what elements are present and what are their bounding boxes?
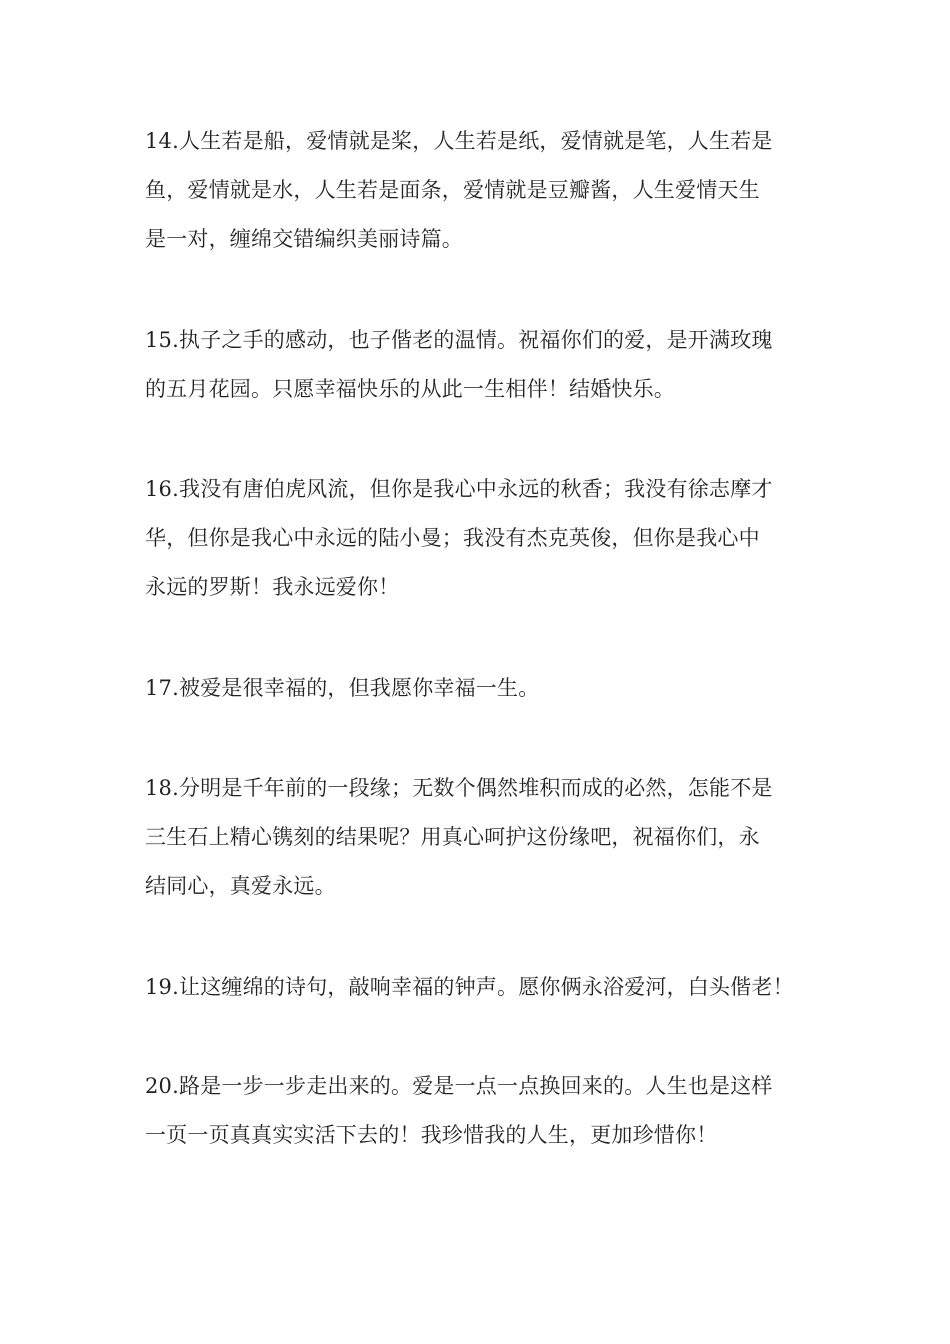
text-line: 永远的罗斯！我永远爱你！ <box>145 575 400 599</box>
text-line: 17.被爱是很幸福的，但我愿你幸福一生。 <box>145 676 540 700</box>
text-line: 一页一页真真实实活下去的！我珍惜我的人生，更加珍惜你！ <box>145 1123 718 1147</box>
text-line: 三生石上精心镌刻的结果呢？用真心呵护这份缘吧，祝福你们，永 <box>145 825 760 849</box>
blessing-entry-15 <box>145 316 817 414</box>
blessing-entry-17 <box>145 664 817 713</box>
text-line: 鱼，爱情就是水，人生若是面条，爱情就是豆瓣酱，人生爱情天生 <box>145 178 760 202</box>
text-line: 华，但你是我心中永远的陆小曼；我没有杰克英俊，但你是我心中 <box>145 526 760 550</box>
text-line: 14.人生若是船，爱情就是桨，人生若是纸，爱情就是笔，人生若是 <box>145 129 773 153</box>
text-line: 20.路是一步一步走出来的。爱是一点一点换回来的。人生也是这样 <box>145 1074 773 1098</box>
text-line: 15.执子之手的感动，也子偕老的温情。祝福你们的爱，是开满玫瑰 <box>145 328 773 352</box>
blessing-entry-14 <box>145 117 817 264</box>
blessing-entry-18 <box>145 764 817 911</box>
blessing-entry-20 <box>145 1062 817 1160</box>
text-line: 16.我没有唐伯虎风流，但你是我心中永远的秋香；我没有徐志摩才 <box>145 477 773 501</box>
blessing-entry-19 <box>145 963 817 1012</box>
text-line: 的五月花园。只愿幸福快乐的从此一生相伴！结婚快乐。 <box>145 377 675 401</box>
text-line: 19.让这缠绵的诗句，敲响幸福的钟声。愿你俩永浴爱河，白头偕老！ <box>145 975 794 999</box>
text-line: 是一对，缠绵交错编织美丽诗篇。 <box>145 227 463 251</box>
blessing-entry-16 <box>145 465 817 612</box>
text-line: 结同心，真爱永远。 <box>145 874 336 898</box>
text-line: 18.分明是千年前的一段缘；无数个偶然堆积而成的必然，怎能不是 <box>145 776 773 800</box>
